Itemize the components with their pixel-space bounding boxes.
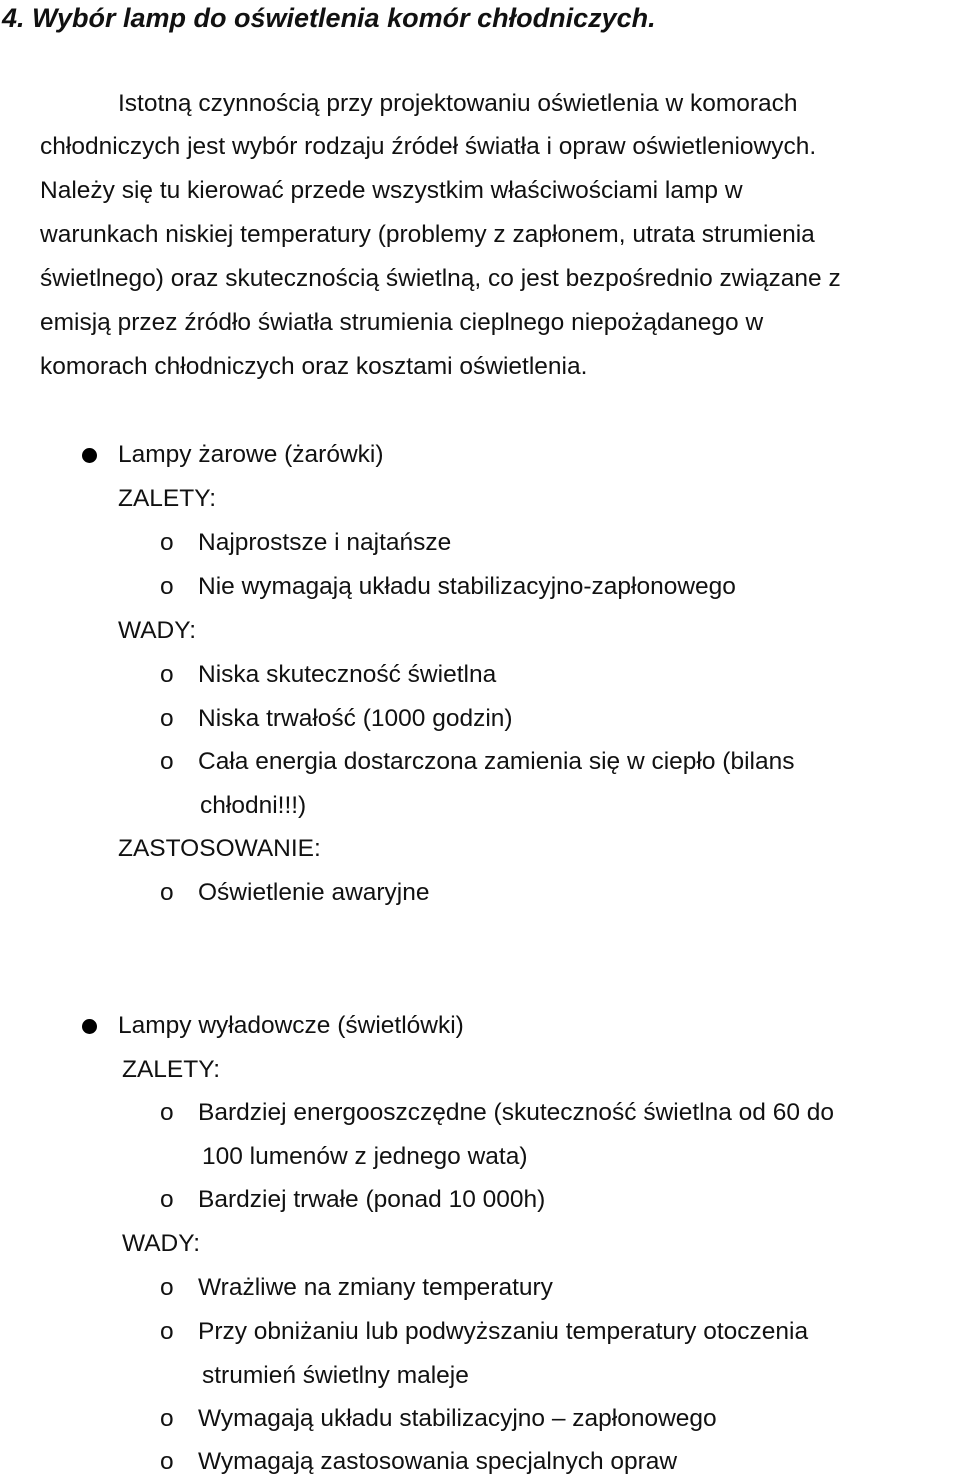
sub-bullet-icon: o — [160, 573, 174, 600]
disadvantage-item: Wymagają zastosowania specjalnych opraw — [198, 1448, 678, 1475]
sub-bullet-icon: o — [160, 1448, 174, 1475]
disadvantages-label: WADY: — [118, 617, 197, 644]
disadvantages-label: WADY: — [122, 1230, 201, 1257]
sub-bullet-icon: o — [160, 529, 174, 556]
section-heading: 4. Wybór lamp do oświetlenia komór chłodniczych. — [2, 3, 656, 33]
intro-line: komorach chłodniczych oraz kosztami oświetlenia. — [40, 353, 588, 380]
disadvantage-item: Przy obniżaniu lub podwyższaniu temperatury otoczenia — [198, 1318, 809, 1345]
intro-line: warunkach niskiej temperatury (problemy z zapłonem, utrata strumienia — [40, 221, 815, 248]
bullet-dot-icon — [82, 448, 97, 463]
disadvantage-item: Niska skuteczność świetlna — [198, 661, 497, 688]
disadvantage-item: Wymagają układu stabilizacyjno – zapłonowego — [198, 1405, 717, 1432]
sub-bullet-icon: o — [160, 1099, 174, 1126]
intro-line: Istotną czynnością przy projektowaniu oświetlenia w komorach — [118, 90, 798, 117]
advantage-item: Najprostsze i najtańsze — [198, 529, 452, 556]
usage-item: Oświetlenie awaryjne — [198, 879, 430, 906]
intro-line: chłodniczych jest wybór rodzaju źródeł światła i opraw oświetleniowych. — [40, 133, 817, 160]
disadvantage-item-continuation: strumień świetlny maleje — [202, 1362, 469, 1389]
sub-bullet-icon: o — [160, 705, 174, 732]
disadvantage-item: Cała energia dostarczona zamienia się w ciepło (bilans — [198, 748, 795, 775]
sub-bullet-icon: o — [160, 1405, 174, 1432]
disadvantage-item-continuation: chłodni!!!) — [200, 792, 307, 819]
usage-label: ZASTOSOWANIE: — [118, 835, 321, 862]
sub-bullet-icon: o — [160, 748, 174, 775]
sub-bullet-icon: o — [160, 1186, 174, 1213]
lamp-title: Lampy żarowe (żarówki) — [118, 441, 384, 468]
disadvantage-item: Wrażliwe na zmiany temperatury — [198, 1274, 553, 1301]
advantages-label: ZALETY: — [118, 485, 217, 512]
disadvantage-item: Niska trwałość (1000 godzin) — [198, 705, 513, 732]
intro-line: Należy się tu kierować przede wszystkim właściwościami lamp w — [40, 177, 743, 204]
advantage-item-continuation: 100 lumenów z jednego wata) — [202, 1143, 528, 1170]
sub-bullet-icon: o — [160, 661, 174, 688]
sub-bullet-icon: o — [160, 1274, 174, 1301]
advantage-item: Nie wymagają układu stabilizacyjno-zapłonowego — [198, 573, 736, 600]
sub-bullet-icon: o — [160, 1318, 174, 1345]
advantage-item: Bardziej trwałe (ponad 10 000h) — [198, 1186, 546, 1213]
intro-line: emisją przez źródło światła strumienia cieplnego niepożądanego w — [40, 309, 764, 336]
lamp-title: Lampy wyładowcze (świetlówki) — [118, 1012, 464, 1039]
sub-bullet-icon: o — [160, 879, 174, 906]
bullet-dot-icon — [82, 1019, 97, 1034]
advantage-item: Bardziej energooszczędne (skuteczność świetlna od 60 do — [198, 1099, 835, 1126]
intro-line: świetlnego) oraz skutecznością świetlną, co jest bezpośrednio związane z — [40, 265, 841, 292]
advantages-label: ZALETY: — [122, 1056, 221, 1083]
